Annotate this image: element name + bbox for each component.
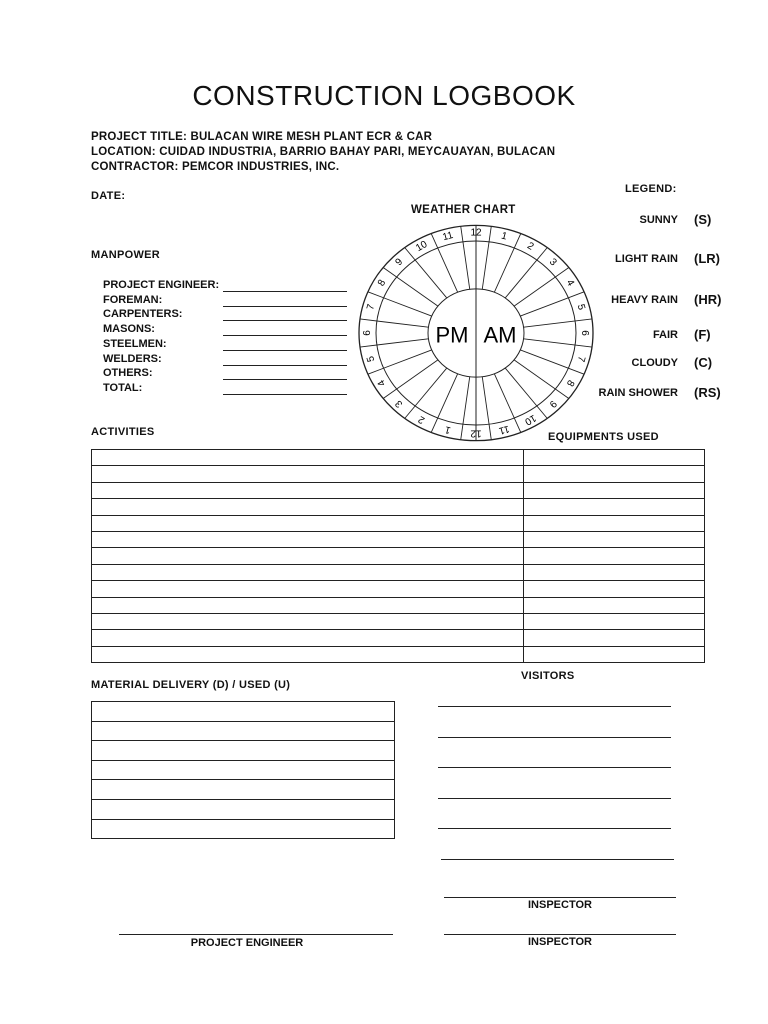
activities-row[interactable]	[92, 581, 705, 597]
activities-row[interactable]	[92, 515, 705, 531]
legend-label-1: LIGHT RAIN	[615, 253, 678, 265]
wheel-am-label: AM	[483, 322, 517, 348]
legend-code-2: (HR)	[694, 292, 722, 307]
manpower-row-blank[interactable]	[223, 335, 347, 336]
wheel-hour-number: 12	[470, 427, 482, 439]
activities-row[interactable]	[92, 482, 705, 498]
wheel-hour-number: 12	[470, 227, 482, 239]
equipment-cell[interactable]	[524, 630, 705, 646]
activity-cell[interactable]	[92, 499, 524, 515]
activities-row[interactable]	[92, 646, 705, 662]
visitor-line[interactable]	[438, 798, 671, 799]
legend-label-2: HEAVY RAIN	[611, 294, 678, 306]
equipment-cell[interactable]	[524, 531, 705, 547]
activity-cell[interactable]	[92, 531, 524, 547]
material-row[interactable]	[92, 819, 395, 839]
activity-cell[interactable]	[92, 450, 524, 466]
equipments-label: EQUIPMENTS USED	[548, 431, 659, 443]
inspector-2-signature-line[interactable]	[444, 934, 676, 935]
wheel-hour-number: 6	[362, 330, 373, 336]
activities-row[interactable]	[92, 499, 705, 515]
wheel-hour-number: 4	[563, 277, 577, 289]
manpower-row-label: OTHERS:	[103, 367, 153, 380]
manpower-row-label: PROJECT ENGINEER:	[103, 279, 220, 291]
inspector-1-signature-line[interactable]	[444, 897, 676, 898]
wheel-hour-number: 10	[522, 411, 538, 427]
weather-chart-title: WEATHER CHART	[411, 204, 516, 216]
material-table[interactable]	[91, 701, 395, 839]
material-row[interactable]	[92, 780, 395, 800]
equipment-cell[interactable]	[524, 548, 705, 564]
visitor-line[interactable]	[438, 828, 671, 829]
activity-cell[interactable]	[92, 466, 524, 482]
wheel-sector-divider	[524, 339, 592, 347]
inspector-1-label: INSPECTOR	[528, 899, 592, 911]
wheel-hour-number: 4	[375, 377, 389, 389]
wheel-pm-label: PM	[435, 322, 469, 348]
material-cell[interactable]	[92, 799, 395, 819]
activities-row[interactable]	[92, 597, 705, 613]
material-cell[interactable]	[92, 780, 395, 800]
activity-cell[interactable]	[92, 515, 524, 531]
wheel-hour-number: 2	[525, 240, 536, 253]
wheel-hour-number: 7	[365, 303, 378, 312]
legend-code-1: (LR)	[694, 251, 720, 266]
material-row[interactable]	[92, 799, 395, 819]
activities-row[interactable]	[92, 613, 705, 629]
material-row[interactable]	[92, 741, 395, 761]
material-cell[interactable]	[92, 741, 395, 761]
manpower-row-blank[interactable]	[223, 320, 347, 321]
equipment-cell[interactable]	[524, 646, 705, 662]
manpower-row-blank[interactable]	[223, 306, 347, 307]
material-row[interactable]	[92, 702, 395, 722]
wheel-hour-number: 8	[563, 377, 577, 389]
wheel-sector-divider	[461, 377, 470, 440]
activity-cell[interactable]	[92, 613, 524, 629]
project-contractor: CONTRACTOR: PEMCOR INDUSTRIES, INC.	[91, 161, 340, 173]
wheel-sector-divider	[360, 319, 428, 327]
manpower-title: MANPOWER	[91, 249, 161, 261]
legend-code-3: (F)	[694, 327, 711, 342]
activity-cell[interactable]	[92, 548, 524, 564]
visitor-line[interactable]	[441, 859, 674, 860]
manpower-row-label: FOREMAN:	[103, 293, 163, 306]
material-label: MATERIAL DELIVERY (D) / USED (U)	[91, 679, 291, 691]
wheel-hour-number: 7	[574, 354, 587, 363]
date-label: DATE:	[91, 190, 126, 202]
wheel-sector-divider	[482, 226, 491, 289]
material-cell[interactable]	[92, 760, 395, 780]
equipment-cell[interactable]	[524, 466, 705, 482]
manpower-row-label: MASONS:	[103, 323, 155, 336]
visitor-line[interactable]	[438, 767, 671, 768]
manpower-row-label: WELDERS:	[103, 352, 162, 365]
activity-cell[interactable]	[92, 482, 524, 498]
equipment-cell[interactable]	[524, 450, 705, 466]
manpower-row-label: TOTAL:	[103, 381, 143, 394]
wheel-hour-number: 3	[546, 256, 559, 269]
legend-code-0: (S)	[694, 212, 712, 227]
manpower-row-blank[interactable]	[223, 291, 347, 292]
visitors-label: VISITORS	[521, 670, 575, 682]
equipment-cell[interactable]	[524, 564, 705, 580]
legend-label-0: SUNNY	[639, 214, 678, 226]
manpower-row-blank[interactable]	[223, 350, 347, 351]
legend-label-5: RAIN SHOWER	[598, 387, 678, 399]
visitor-line[interactable]	[438, 706, 671, 707]
wheel-sector-divider	[482, 377, 491, 440]
manpower-row-label: STEELMEN:	[103, 337, 167, 350]
legend-code-4: (C)	[694, 355, 713, 370]
material-cell[interactable]	[92, 721, 395, 741]
activity-cell[interactable]	[92, 597, 524, 613]
activities-row[interactable]	[92, 564, 705, 580]
equipment-cell[interactable]	[524, 597, 705, 613]
wheel-hour-number: 3	[393, 397, 406, 410]
wheel-hour-number: 1	[499, 230, 509, 243]
visitor-line[interactable]	[438, 737, 671, 738]
activity-cell[interactable]	[92, 646, 524, 662]
activities-row[interactable]	[92, 531, 705, 547]
wheel-sector-divider	[360, 339, 428, 347]
weather-chart-wheel[interactable]	[350, 224, 602, 442]
material-cell[interactable]	[92, 819, 395, 839]
manpower-row-label: CARPENTERS:	[103, 308, 183, 321]
legend-code-5: (RS)	[694, 385, 721, 400]
legend-label-3: FAIR	[652, 329, 678, 341]
wheel-hour-number: 5	[574, 303, 587, 312]
project-title: PROJECT TITLE: BULACAN WIRE MESH PLANT ECR & CAR	[91, 131, 433, 143]
wheel-hour-number: 6	[579, 330, 590, 336]
material-row[interactable]	[92, 721, 395, 741]
legend-label-4: CLOUDY	[631, 357, 678, 369]
activity-cell[interactable]	[92, 630, 524, 646]
activity-cell[interactable]	[92, 581, 524, 597]
activities-row[interactable]	[92, 450, 705, 466]
manpower-row-blank[interactable]	[223, 365, 347, 366]
project-engineer-signature-line[interactable]	[119, 934, 393, 935]
activity-cell[interactable]	[92, 564, 524, 580]
wheel-hour-number: 9	[546, 397, 559, 410]
wheel-hour-number: 10	[414, 239, 430, 255]
wheel-hour-number: 11	[497, 422, 511, 437]
activities-table[interactable]	[91, 449, 705, 663]
manpower-row-blank[interactable]	[223, 379, 347, 380]
project-engineer-label: PROJECT ENGINEER	[190, 937, 304, 949]
material-row[interactable]	[92, 760, 395, 780]
equipment-cell[interactable]	[524, 515, 705, 531]
page-title: CONSTRUCTION LOGBOOK	[192, 80, 576, 111]
equipment-cell[interactable]	[524, 613, 705, 629]
equipment-cell[interactable]	[524, 581, 705, 597]
project-location: LOCATION: CUIDAD INDUSTRIA, BARRIO BAHAY PARI, MEYCAUAYAN, BULACAN	[91, 146, 556, 158]
material-cell[interactable]	[92, 702, 395, 722]
wheel-hour-number: 2	[416, 413, 427, 426]
activities-label: ACTIVITIES	[91, 426, 155, 438]
equipment-cell[interactable]	[524, 499, 705, 515]
manpower-row-blank[interactable]	[223, 394, 347, 395]
wheel-hour-number: 9	[393, 256, 406, 269]
equipment-cell[interactable]	[524, 482, 705, 498]
activities-row[interactable]	[92, 548, 705, 564]
inspector-2-label: INSPECTOR	[528, 936, 592, 948]
activities-row[interactable]	[92, 630, 705, 646]
wheel-sector-divider	[524, 319, 592, 327]
wheel-hour-number: 5	[365, 354, 378, 363]
wheel-sector-divider	[461, 226, 470, 289]
wheel-hour-number: 1	[443, 423, 453, 436]
legend-title: LEGEND:	[625, 183, 677, 195]
wheel-hour-number: 11	[441, 229, 455, 244]
activities-row[interactable]	[92, 466, 705, 482]
wheel-hour-number: 8	[375, 277, 389, 289]
